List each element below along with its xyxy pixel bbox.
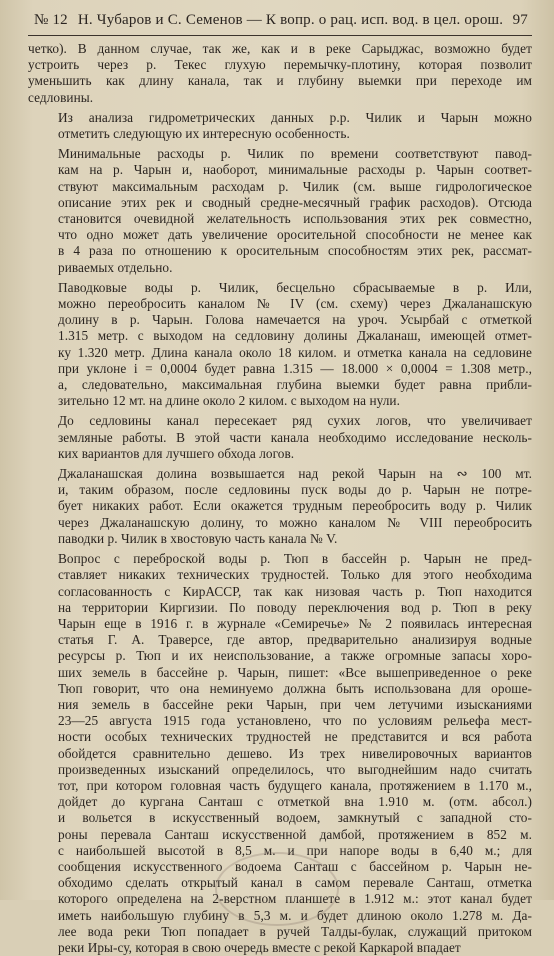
- text-line: и, таким образом, после седловины пуск воды до р. Чарын не потре-: [58, 482, 532, 498]
- text-line: Вопрос с переброской воды р. Тюп в бассейн р. Чарын не пред-: [58, 551, 532, 567]
- text-line: кам на р. Чарын и, наоборот, минимальные расходы р. Чарын соответ-: [58, 162, 532, 178]
- text-line: Из анализа гидрометрических данных р.р. Чилик и Чарын можно: [58, 109, 532, 125]
- text-line: сообщения искусственного водоема Санташ с бассейном р. Чарын не-: [58, 858, 532, 874]
- text-line: Тюп говорит, что она неминуемо должна быть использована для ороше-: [58, 680, 532, 696]
- text-line: 1.315 метр. с выходом на седловину долины Джаланаш, имеющей отмет-: [58, 328, 532, 344]
- paragraph: [28, 466, 532, 547]
- running-header: [28, 12, 532, 36]
- text-line: паводки р. Чилик в хвостовую часть канала № V.: [58, 530, 338, 546]
- text-line: на территории Киргизии. По поводу переключения вод р. Тюп в реку: [58, 599, 532, 615]
- text-line: описание этих рек и сводный средне-месячный график расходов). Отсюда: [58, 194, 532, 210]
- text-line: в 4 раза по отношению к оросительным способностям этих рек, рассмат-: [58, 243, 532, 259]
- text-line: с наибольшей высотой в 8,5 м. и при напоре воды в 6,40 м.; для: [58, 842, 532, 858]
- paragraph: [28, 413, 532, 462]
- paragraph: [28, 41, 532, 106]
- text-line: тот, при котором головная часть будущего канала, протяжением в 1.170 м.,: [58, 777, 532, 793]
- text-line: ку 1.320 метр. Длина канала около 18 килом. и отметка канала на седловине: [58, 344, 532, 360]
- text-line: земляные работы. В этой части канала необходимо исследование несколь-: [58, 429, 532, 445]
- text-line: уменьшить как длину канала, так и глубину выемки при переходе им: [28, 73, 532, 89]
- text-line: статья Г. А. Траверсе, где автор, предварительно анализируя водные: [58, 632, 532, 648]
- text-line: бует никаких работ. Если окажется трудным переобросить воду р. Чилик: [58, 498, 532, 514]
- text-line: Чарын еще в 1916 г. в журнале «Семиречье» № 2 появилась интересная: [58, 615, 532, 631]
- text-line: ности особых технических трудностей не представится и вся работа: [58, 729, 532, 745]
- text-line: седловины.: [28, 89, 94, 105]
- text-line: отметить следующую их интересную особенность.: [58, 126, 350, 142]
- text-line: обойдется сравнительно дешево. Из трех нивелировочных вариантов: [58, 745, 532, 761]
- text-line: обходимо сделать открытый канал в самом перевале Санташ, отметка: [58, 875, 532, 891]
- text-line: ких вариантов для лучшего обхода логов.: [58, 445, 295, 461]
- text-line: Джаланашская долина возвышается над рекой Чарын на ∾ 100 мт.: [58, 466, 532, 482]
- text-line: что одно может дать увеличение оросительной способности не менее как: [58, 227, 532, 243]
- page-number: 97: [512, 12, 528, 28]
- paragraph: [28, 146, 532, 276]
- body-text: [28, 41, 532, 956]
- text-line: ших земель в бассейне р. Чарын, пишет: «Все вышеприведенное о реке: [58, 664, 532, 680]
- text-line: и вольется в искусственный водоем, замкнутый с западной сто-: [58, 810, 532, 826]
- text-line: 23—25 августа 1915 года установлено, что по условиям рельефа мест-: [58, 713, 532, 729]
- text-line: риваемых отдельно.: [58, 259, 173, 275]
- text-line: становится очевидной желательность использования этих рек совместно,: [58, 211, 532, 227]
- journal-number: № 12: [34, 12, 68, 28]
- text-line: через Джаланашскую долину, то можно каналом № VIII переобросить: [58, 514, 532, 530]
- text-line: иметь наибольшую глубину в 5,3 м. и будет длиною около 1.278 м. Да-: [58, 907, 532, 923]
- text-line: при уклоне i = 0,0004 будет равна 1.315 — 18.000 × 0,0004 = 1.308 метр.,: [58, 360, 532, 376]
- text-line: зительно 12 мт. на длине около 2 килом. с выходом на нули.: [58, 393, 400, 409]
- text-line: а, следовательно, максимальная глубина выемки будет равна прибли-: [58, 377, 532, 393]
- text-line: можно переобросить каналом № IV (см. схему) через Джаланашскую: [58, 296, 532, 312]
- header-left: [34, 12, 503, 29]
- text-line: роны перевала Санташ искусственной дамбой, протяжением в 852 м.: [58, 826, 532, 842]
- text-line: ставляет никаких технических трудностей. Только для этого необходима: [58, 567, 532, 583]
- text-line: дойдет до кургана Санташ с отметкой вна 1.910 м. (отм. абсол.): [58, 794, 532, 810]
- text-line: четко). В данном случае, так же, как и в реке Сарыджас, возможно будет: [28, 41, 532, 56]
- library-stamp: [215, 852, 339, 926]
- running-title: Н. Чубаров и С. Семенов — К вопр. о рац. исп. вод. в цел. орош.: [77, 12, 504, 28]
- text-line: согласованность с КирАССР, так как низовая часть р. Тюп находится: [58, 583, 532, 599]
- text-line: Паводковые воды р. Чилик, бесцельно сбрасываемые в р. Или,: [58, 279, 532, 295]
- text-line: долину в р. Чарын. Голова намечается на уроч. Усырбай с отметкой: [58, 312, 532, 328]
- text-line: ресурсы р. Тюп и их неиспользование, а также огромные запасы хоро-: [58, 648, 532, 664]
- paragraph: [28, 280, 532, 410]
- text-line: Минимальные расходы р. Чилик по времени соответствуют павод-: [58, 146, 532, 162]
- text-line: лее вода реки Тюп попадает в ручей Талды-булак, служащий притоком: [58, 923, 532, 939]
- text-line: реки Иры-су, которая в свою очередь вместе с рекой Каркарой впадает: [58, 939, 461, 955]
- text-line: которого определена на 2-верстном планшете в 1.912 м.: этот канал будет: [58, 891, 532, 907]
- text-line: До седловины канал пересекает ряд сухих логов, что увеличивает: [58, 413, 532, 429]
- text-line: устроить через р. Текес глухую перемычку-плотину, которая позволит: [28, 57, 532, 73]
- paragraph: [28, 110, 532, 142]
- text-line: произведенных изысканий определилось, что выгоднейшим надо считать: [58, 761, 532, 777]
- text-line: ствуют максимальным расходам р. Чилик (см. выше гидрологическое: [58, 178, 532, 194]
- text-line: ния земель в бассейне реки Чарын, при чем летучими изысканиями: [58, 696, 532, 712]
